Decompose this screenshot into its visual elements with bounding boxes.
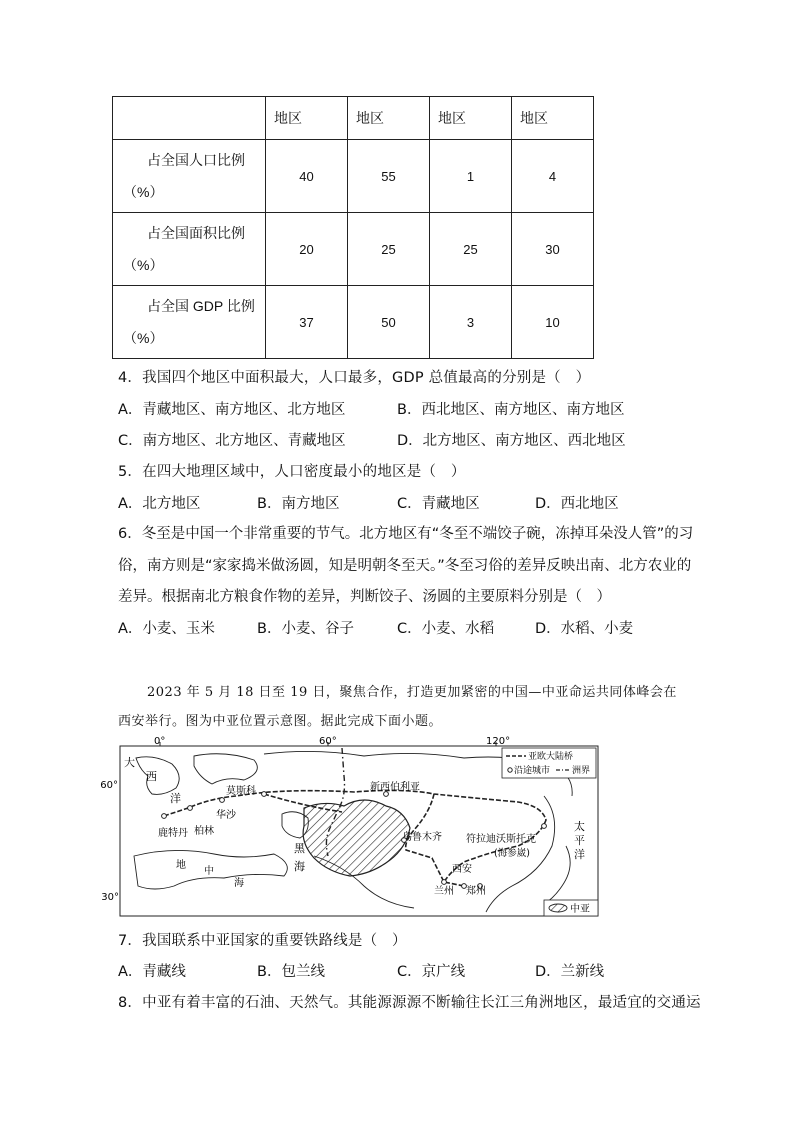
city-label-xian: 西安 — [452, 864, 472, 875]
lat-label-60: 60° — [100, 780, 118, 791]
table-header-cell: 地区 — [430, 97, 512, 140]
region-legend-symbol — [549, 904, 567, 912]
question-8-text: 8．中亚有着丰富的石油、天然气。其能源源源不断输往长江三角洲地区，最适宜的交通运 — [118, 995, 701, 1011]
atlantic-label-2: 西 — [146, 770, 157, 783]
table-row-gdp — [113, 286, 594, 359]
table-cell: 40 — [266, 140, 348, 213]
city-label-vladivostok: 符拉迪沃斯托克 — [466, 834, 536, 845]
city-label-urumqi: 乌鲁木齐 — [402, 832, 442, 843]
question-5-option-d[interactable]: D．西北地区 — [535, 496, 619, 512]
pacific-label-1: 太 — [574, 820, 585, 833]
table-header-cell: 地区 — [348, 97, 430, 140]
row-label — [113, 140, 266, 213]
table-row-area — [113, 213, 594, 286]
table-cell: 25 — [348, 213, 430, 286]
table-row-population — [113, 140, 594, 213]
question-5-option-a[interactable]: A．北方地区 — [118, 496, 201, 512]
city-label-vladivostok-alt: (海参崴) — [494, 848, 530, 859]
question-6-option-c[interactable]: C．小麦、水稻 — [397, 621, 495, 637]
central-asia-map — [100, 736, 604, 920]
table-cell: 25 — [430, 213, 512, 286]
city-marker-berlin — [188, 806, 193, 811]
table-header-cell: 地区 — [266, 97, 348, 140]
city-marker-rotterdam — [162, 814, 167, 819]
legend-city-label: 沿途城市 — [514, 766, 551, 776]
question-4-text: 4．我国四个地区中面积最大，人口最多，GDP 总值最高的分别是（ ） — [118, 370, 591, 386]
region-stats-table — [112, 96, 594, 359]
intro-line-2: 西安举行。图为中亚位置示意图。据此完成下面小题。 — [118, 714, 443, 729]
question-7-text: 7．我国联系中亚国家的重要铁路线是（ ） — [118, 933, 407, 949]
mediterranean-label-2: 中 — [204, 866, 214, 877]
question-7-option-d[interactable]: D．兰新线 — [535, 964, 605, 980]
city-label-warsaw: 华沙 — [216, 810, 236, 821]
legend-boundary-label: 洲界 — [572, 766, 591, 776]
city-label-rotterdam: 鹿特丹 — [158, 828, 188, 839]
table-header-cell: 地区 — [512, 97, 594, 140]
mediterranean-label-1: 地 — [176, 860, 186, 871]
lon-label-60: 60° — [319, 736, 337, 747]
table-corner-cell — [113, 97, 266, 140]
pacific-label-2: 平 — [574, 834, 585, 847]
row-label — [113, 286, 266, 359]
question-6-option-a[interactable]: A．小麦、玉米 — [118, 621, 215, 637]
lon-label-0: 0° — [154, 736, 166, 747]
question-7-option-a[interactable]: A．青藏线 — [118, 964, 186, 980]
lat-label-30: 30° — [101, 892, 119, 903]
table-cell: 10 — [512, 286, 594, 359]
question-5-option-b[interactable]: B．南方地区 — [257, 496, 340, 512]
table-cell: 4 — [512, 140, 594, 213]
table-cell: 3 — [430, 286, 512, 359]
atlantic-label-1: 大 — [124, 756, 135, 769]
city-label-zhengzhou: 郑州 — [466, 886, 486, 897]
pacific-label-3: 洋 — [574, 848, 585, 861]
city-label-moscow: 莫斯科 — [226, 786, 256, 797]
question-6-line-1: 6．冬至是中国一个非常重要的节气。北方地区有“冬至不端饺子碗，冻掉耳朵没人管”的习 — [118, 526, 694, 542]
question-5-text: 5．在四大地理区域中，人口密度最小的地区是（ ） — [118, 464, 466, 480]
table-cell: 20 — [266, 213, 348, 286]
black-sea-label-2: 海 — [294, 860, 305, 873]
question-4-option-a[interactable]: A．青藏地区、南方地区、北方地区 — [118, 402, 346, 418]
city-label-lanzhou: 兰州 — [434, 886, 454, 897]
question-6-option-d[interactable]: D．水稻、小麦 — [535, 621, 634, 637]
mediterranean-label-3: 海 — [234, 878, 244, 889]
legend-railway-label: 亚欧大陆桥 — [528, 752, 574, 762]
question-7-option-c[interactable]: C．京广线 — [397, 964, 466, 980]
table-cell: 1 — [430, 140, 512, 213]
table-header-row — [113, 97, 594, 140]
region-legend-label: 中亚 — [570, 904, 590, 915]
lon-label-120: 120° — [486, 736, 511, 747]
question-5-option-c[interactable]: C．青藏地区 — [397, 496, 480, 512]
question-6-line-3: 差异。根据南北方粮食作物的差异，判断饺子、汤圆的主要原料分别是（ ） — [118, 589, 611, 605]
city-label-novosibirsk: 新西伯利亚 — [370, 782, 420, 793]
question-4-option-c[interactable]: C．南方地区、北方地区、青藏地区 — [118, 433, 346, 449]
table-cell: 30 — [512, 213, 594, 286]
question-4-option-d[interactable]: D．北方地区、南方地区、西北地区 — [397, 433, 626, 449]
intro-line-1: 2023 年 5 月 18 日至 19 日，聚焦合作，打造更加紧密的中国—中亚命运共同体峰会在 — [147, 685, 677, 700]
city-marker-warsaw — [220, 798, 225, 803]
row-label-text: 占全国 GDP 比例 — [147, 298, 255, 314]
question-4-option-b[interactable]: B．西北地区、南方地区、南方地区 — [397, 402, 625, 418]
black-sea-label-1: 黑 — [294, 842, 305, 855]
row-label-unit: （%） — [123, 257, 164, 273]
row-label — [113, 213, 266, 286]
city-marker-vladivostok — [542, 824, 547, 829]
row-label-text: 占全国人口比例 — [147, 152, 245, 168]
row-label-unit: （%） — [123, 184, 164, 200]
table-cell: 55 — [348, 140, 430, 213]
table-cell: 50 — [348, 286, 430, 359]
city-marker-lanzhou — [442, 880, 447, 885]
city-marker-moscow — [262, 792, 267, 797]
row-label-text: 占全国面积比例 — [147, 225, 245, 241]
atlantic-label-3: 洋 — [170, 792, 181, 805]
question-6-line-2: 俗，南方则是“家家捣米做汤圆，知是明朝冬至天。”冬至习俗的差异反映出南、北方农业的 — [118, 558, 692, 574]
table-cell: 37 — [266, 286, 348, 359]
row-label-unit: （%） — [123, 330, 164, 346]
city-label-berlin: 柏林 — [194, 826, 214, 837]
legend-city-symbol — [508, 768, 512, 772]
question-6-option-b[interactable]: B．小麦、谷子 — [257, 621, 354, 637]
question-7-option-b[interactable]: B．包兰线 — [257, 964, 325, 980]
